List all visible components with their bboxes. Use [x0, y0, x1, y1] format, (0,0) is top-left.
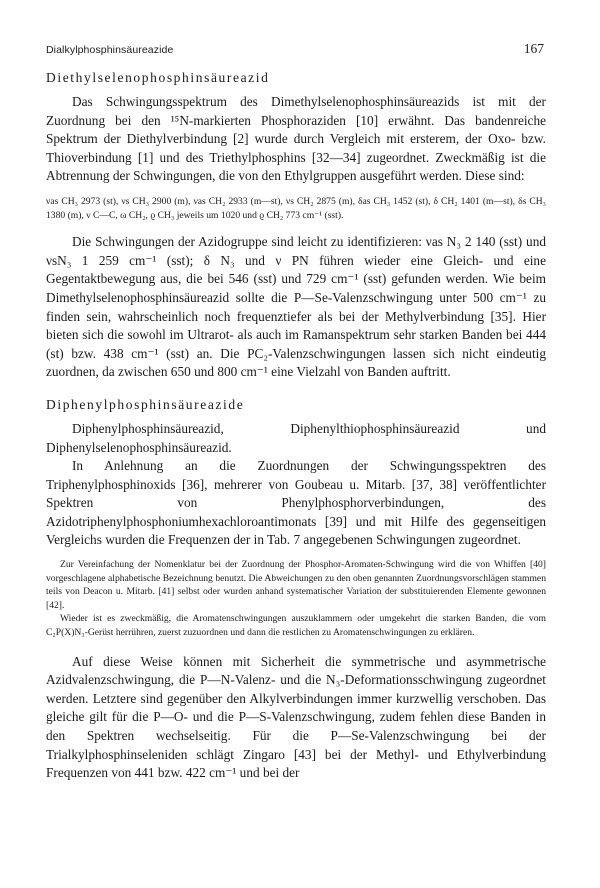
- section-heading-diphenylphosphinsaeureazide: Diphenylphosphinsäureazide: [46, 396, 245, 412]
- note-nomenclature: Zur Vereinfachung der Nomenklatur bei der Zuordnung der Phosphor-Aromaten-Schwingung wird die von Whiffen [40] vorgeschlagene alphabetische Bezeichnung benutzt. Die Abweichungen zu den oben genannten Zuordnungsvorschlägen stammen teils von Deacon u. Mitarb. [41] selbst oder wurden anhand systematischer Variation der substituierenden Elemente gewonnen [42].: [46, 559, 546, 611]
- paragraph-valence-vibrations: Auf diese Weise können mit Sicherheit die symmetrische und asymmetrische Azidvalenzschwingung, die P—N-Valenz- und die N₃-Deformationsschwingung zugeordnet werden. Letztere sind gegenüber den Alkylverbindungen immer kurzwellig verschoben. Das gleiche gilt für die P—O- und die P—S-Valenzschwingung, zudem fehlen diese Banden in den Spektren wechselseitig. Für die P—Se-Valenzschwingung bei der Trialkylphosphinseleniden schlägt Zingaro [43] bei der Methyl- und Ethylverbindung Frequenzen von 441 bzw. 422 cm⁻¹ und bei der: [46, 653, 546, 781]
- running-title: Dialkylphosphinsäureazide: [46, 44, 174, 56]
- ethyl-frequency-list: νas CH₃ 2973 (st), νs CH₃ 2900 (m), νas CH₂ 2933 (m—st), νs CH₂ 2875 (m), δas CH₃ 1452 (st), δ CH₂ 1401 (m—st), δs CH₃ 1380 (m), ν C—C, ω CH₂, ϱ CH₃ jeweils um 1020 und ϱ CH₂ 773 cm⁻¹ (sst).: [46, 195, 546, 221]
- paragraph-assignment-basis: In Anlehnung an die Zuordnungen der Schwingungsspektren des Triphenylphosphinoxids [36], mehrerer von Goubeau u. Mitarb. [37, 38] veröffentlichter Spektren von Phenylphosphorverbindungen, des Azidotriphenylphosphoniumhexachloroantimonats [39] und mit Hilfe des gegenseitigen Vergleichs wurden die Frequenzen der in Tab. 7 angegebenen Schwingungen zugeordnet.: [46, 458, 546, 548]
- section-heading-diethylselenophosphinsaeureazid: Diethylselenophosphinsäureazid: [46, 70, 270, 85]
- page-number: 167: [523, 41, 544, 56]
- compound-list: Diphenylphosphinsäureazid, Diphenylthiophosphinsäureazid und Diphenylselenophosphinsäureazid.: [46, 420, 546, 455]
- paragraph-azido-vibrations: Die Schwingungen der Azidogruppe sind leicht zu identifizieren: νas N₃ 2 140 (sst) und νsN₃ 1 259 cm⁻¹ (sst); δ N₃ und ν PN führen wieder eine Gleich- und eine Gegentaktbewegung aus, die bei 546 (sst) und 729 cm⁻¹ (sst) gefunden werden. Wie beim Dimethylselenophosphinsäureazid sollte die P—Se-Valenzschwingung unter 500 cm⁻¹ zu finden sein, wahrscheinlich noch frequenztiefer als bei der Methylverbindung [35]. Hier bieten sich die sowohl im Ultrarot- als auch im Ramanspektrum sehr starken Banden bei 444 (st) bzw. 438 cm⁻¹ (sst) an. Die PC₂-Valenzschwingungen lassen sich nicht eindeutig zuordnen, da zwischen 650 und 800 cm⁻¹ eine Vielzahl von Banden auftritt.: [46, 234, 546, 380]
- paragraph-spectrum-intro: Das Schwingungsspektrum des Dimethylselenophosphinsäureazids ist mit der Zuordnung bei den ¹⁵N-markierten Phosphoraziden [10] erwähnt. Das bandenreiche Spektrum der Diethylverbindung [2] wurde durch Vergleich mit ersterem, der Oxo- bzw. Thioverbindung [1] und des Triethylphosphins [32—34] zugeordnet. Zweckmäßig ist die Abtrennung der Schwingungen, die von den Ethylgruppen ausgeführt werden. Diese sind:: [46, 94, 546, 184]
- note-aromatic-vibrations: Wieder ist es zweckmäßig, die Aromatenschwingungen auszuklammern oder umgekehrt die starken Banden, die vom C₂P(X)N₃-Gerüst herrühren, zuerst zuzuordnen und dann die restlichen zu Aromatenschwingungen zu erklären.: [46, 613, 546, 639]
- page-content: [46, 68, 546, 783]
